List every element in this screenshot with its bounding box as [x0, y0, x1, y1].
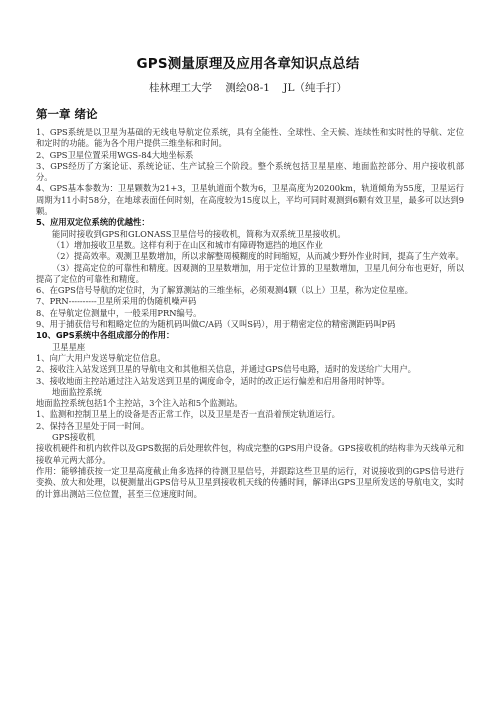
paragraph: 能同时接收到GPS和GLONASS卫星信号的接收机，简称为双系统卫星接收机。 — [52, 228, 346, 239]
paragraph: 接收机硬件和机内软件以及GPS数据的后处理软件包，构成完整的GPS用户设备。GPS接收机的结构非为天线单元和接收单元两大部分。 — [36, 443, 464, 465]
paragraph: 4、GPS基本参数为：卫星颗数为21+3，卫星轨道面个数为6，卫星高度为20200km，轨道倾角为55度，卫星运行周期为11小时58分，在地球表面任何时刻，在高度较为15度以上，平均可同时观测到6颗有效卫星，最多可以达到9颗。 — [36, 183, 464, 217]
page-subtitle: 桂林理工大学 测绘08-1 JL（纯手打） — [149, 82, 347, 94]
document-body — [36, 127, 464, 500]
paragraph: 2、接收注入站发送到卫星的导航电文和其他相关信息，并通过GPS信号电路，适时的发送给广大用户。 — [36, 364, 416, 375]
paragraph: 3、接收地面主控站通过注入站发送到卫星的调度命令，适时的改正运行偏差和启用备用时钟等。 — [36, 375, 390, 386]
paragraph: 1、GPS系统是以卫星为基础的无线电导航定位系统，具有全能性、全球性、全天候、连续性和实时性的导航、定位和定时的功能。能为各个用户提供三维坐标和时间。 — [36, 127, 464, 149]
paragraph: 3、GPS经历了方案论证、系统论证、生产试验三个阶段。整个系统包括卫星星座、地面监控部分、用户接收机部分。 — [36, 160, 464, 183]
paragraph: 1、监测和控制卫星上的设备是否正常工作，以及卫星是否一直沿着预定轨道运行。 — [36, 409, 340, 420]
paragraph: 卫星星座 — [52, 341, 86, 352]
paragraph: GPS接收机 — [52, 432, 95, 443]
paragraph: 6、在GPS信号导航的定位时，为了解算测站的三维坐标，必须观测4颗（以上）卫星，称为定位星座。 — [36, 285, 413, 296]
chapter-heading: 第一章 绪论 — [36, 107, 98, 121]
paragraph: （1）增加接收卫星数。这样有利于在山区和城市有障碍物遮挡的地区作业 — [52, 239, 323, 250]
paragraph: 7、PRN----------卫星所采用的伪随机噪声码 — [36, 296, 197, 307]
paragraph: 9、用于捕获信号和粗略定位的为随机码叫做C/A码（又叫S码），用于精密定位的精密测距码叫P码 — [36, 319, 396, 330]
paragraph: 2、保持各卫星处于同一时间。 — [36, 420, 150, 431]
paragraph: 8、在导航定位测量中，一般采用PRN编号。 — [36, 307, 202, 318]
paragraph: 1、向广大用户发送导航定位信息。 — [36, 352, 166, 363]
paragraph: （3）提高定位的可靠性和精度。因观测的卫星数增加，用于定位计算的卫星数增加，卫星几何分布也更好，所以提高了定位的可靠性和精度。 — [36, 262, 464, 284]
page-title: GPS测量原理及应用各章知识点总结 — [136, 56, 360, 72]
paragraph: （2）提高效率。观测卫星数增加，所以求解整周模糊度的时间缩短，从而减少野外作业时间，提高了生产效率。 — [52, 251, 464, 262]
section-heading: 5、应用双定位系统的优越性： — [36, 217, 150, 228]
paragraph: 作用：能够捕获按一定卫星高度截止角多选择的待测卫星信号，并跟踪这些卫星的运行，对说接收到的GPS信号进行变换、放大和处理，以便测量出GPS信号从卫星到接收机天线的传播时间，解译出GPS卫星所发送的导航电文，实时的计算出测站三位位置，甚至三位速度时间。 — [36, 465, 464, 499]
paragraph: 2、GPS卫星位置采用WGS-84大地坐标系 — [36, 149, 194, 160]
paragraph: 地面监控系统 — [52, 386, 102, 397]
paragraph: 地面监控系统包括1个主控站，3个注入站和5个监测站。 — [36, 398, 243, 409]
section-heading: 10、GPS系统中各组成部分的作用： — [36, 330, 175, 341]
